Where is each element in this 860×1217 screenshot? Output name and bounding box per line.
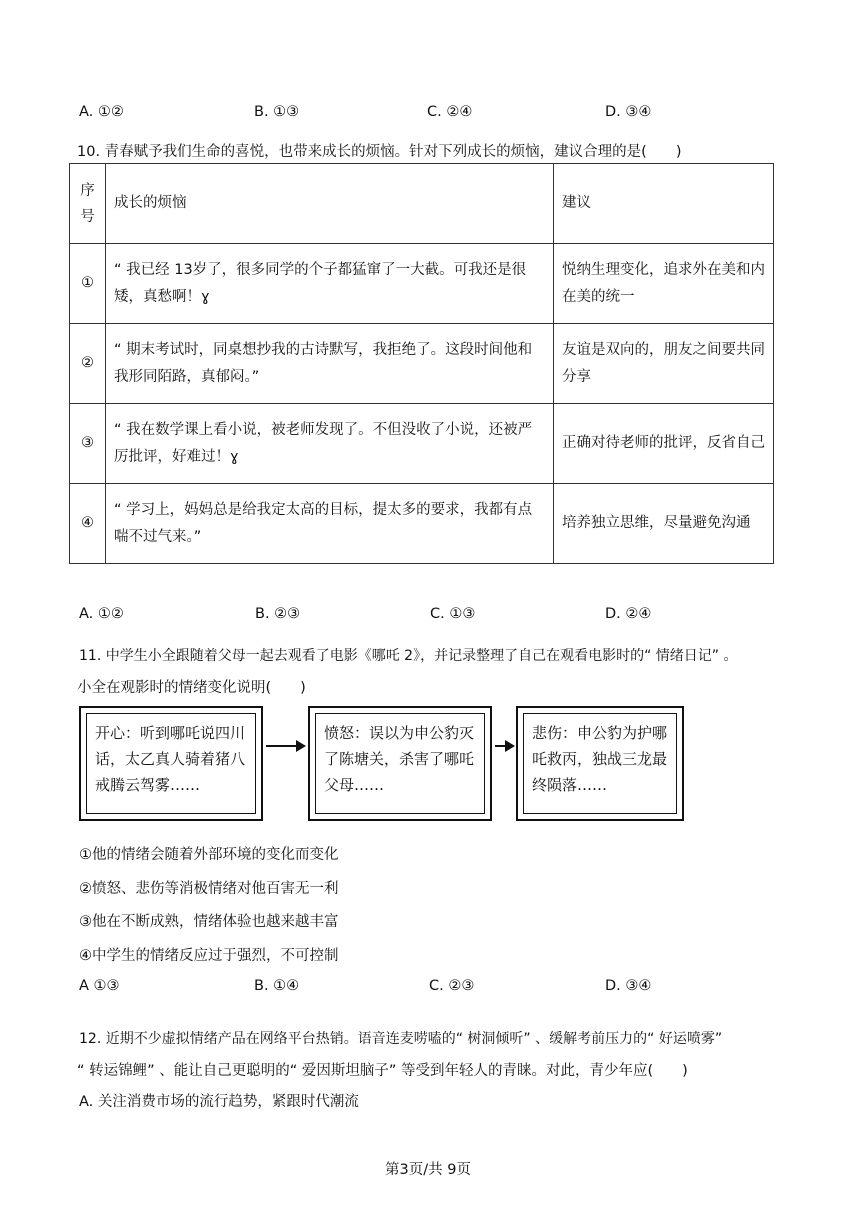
q11-statement-4: ④中学生的情绪反应过于强烈，不可控制 — [79, 948, 339, 964]
row-number: ② — [70, 324, 106, 404]
header-advice: 建议 — [554, 164, 774, 244]
page-number: 第3页/共 9页 — [385, 1162, 471, 1178]
arrow-icon — [495, 745, 513, 747]
table-header-row — [70, 164, 774, 244]
row-number: ④ — [70, 484, 106, 564]
row-advice: 悦纳生理变化，追求外在美和内在美的统一 — [554, 244, 774, 324]
diary-text-happy: 开心：听到哪吒说四川话，太乙真人骑着猪八戒腾云驾雾…… — [86, 713, 256, 814]
row-worry: “ 学习上，妈妈总是给我定太高的目标，提太多的要求，我都有点喘不过气来。” — [106, 484, 554, 564]
row-advice: 友谊是双向的，朋友之间要共同分享 — [554, 324, 774, 404]
table-row — [70, 484, 774, 564]
q9-option-a: A. ①② — [79, 104, 124, 120]
q10-option-c: C. ①③ — [430, 606, 476, 622]
row-number: ① — [70, 244, 106, 324]
row-worry: “ 我在数学课上看小说，被老师发现了。不但没收了小说，还被严厉批评，好难过！ɣ — [106, 404, 554, 484]
table-row — [70, 244, 774, 324]
q9-option-d: D. ③④ — [605, 104, 652, 120]
arrow-icon — [266, 745, 304, 747]
row-advice: 培养独立思维，尽量避免沟通 — [554, 484, 774, 564]
row-worry: “ 我已经 13岁了，很多同学的个子都猛窜了一大截。可我还是很矮，真愁啊！ɣ — [106, 244, 554, 324]
diary-box-angry — [308, 706, 492, 821]
row-advice: 正确对待老师的批评，反省自己 — [554, 404, 774, 484]
q12-stem-line2: “ 转运锦鲤” 、能让自己更聪明的“ 爱因斯坦脑子” 等受到年轻人的青睐。对此，青少年应( ) — [77, 1063, 688, 1079]
q11-option-c: C. ②③ — [429, 978, 475, 994]
diary-box-sad — [516, 706, 684, 821]
q10-option-a: A. ①② — [79, 606, 124, 622]
q11-statement-1: ①他的情绪会随着外部环境的变化而变化 — [79, 847, 339, 863]
q12-option-a: A. 关注消费市场的流行趋势，紧跟时代潮流 — [79, 1094, 359, 1110]
q10-option-d: D. ②④ — [605, 606, 652, 622]
q11-option-b: B. ①④ — [254, 978, 300, 994]
diary-text-sad: 悲伤：申公豹为护哪吒救丙，独战三龙最终陨落…… — [523, 713, 677, 814]
table-row — [70, 404, 774, 484]
q11-stem-line1: 11. 中学生小全跟随着父母一起去观看了电影《哪吒 2》，并记录整理了自己在观看电影时的“ 情绪日记” 。 — [79, 648, 738, 664]
q11-statement-3: ③他在不断成熟，情绪体验也越来越丰富 — [79, 914, 339, 930]
q9-option-c: C. ②④ — [427, 104, 473, 120]
q11-stem-line2: 小全在观影时的情绪变化说明( ) — [77, 680, 306, 696]
q11-statement-2: ②愤怒、悲伤等消极情绪对他百害无一利 — [79, 881, 339, 897]
q9-option-b: B. ①③ — [254, 104, 300, 120]
diary-text-angry: 愤怒：误以为申公豹灭了陈塘关，杀害了哪吒父母…… — [315, 713, 485, 814]
header-number: 序号 — [70, 164, 106, 244]
header-worry: 成长的烦恼 — [106, 164, 554, 244]
q10-stem: 10. 青春赋予我们生命的喜悦，也带来成长的烦恼。针对下列成长的烦恼，建议合理的是( ) — [77, 144, 682, 160]
worries-table — [69, 163, 774, 564]
q11-option-d: D. ③④ — [605, 978, 652, 994]
q11-option-a: A ①③ — [79, 978, 120, 994]
q12-stem-line1: 12. 近期不少虚拟情绪产品在网络平台热销。语音连麦唠嗑的“ 树洞倾听” 、缓解考前压力的“ 好运喷雾” — [79, 1031, 723, 1047]
diary-box-happy — [79, 706, 263, 821]
table-row — [70, 324, 774, 404]
row-worry: “ 期末考试时，同桌想抄我的古诗默写，我拒绝了。这段时间他和我形同陌路，真郁闷。” — [106, 324, 554, 404]
q10-option-b: B. ②③ — [255, 606, 301, 622]
row-number: ③ — [70, 404, 106, 484]
